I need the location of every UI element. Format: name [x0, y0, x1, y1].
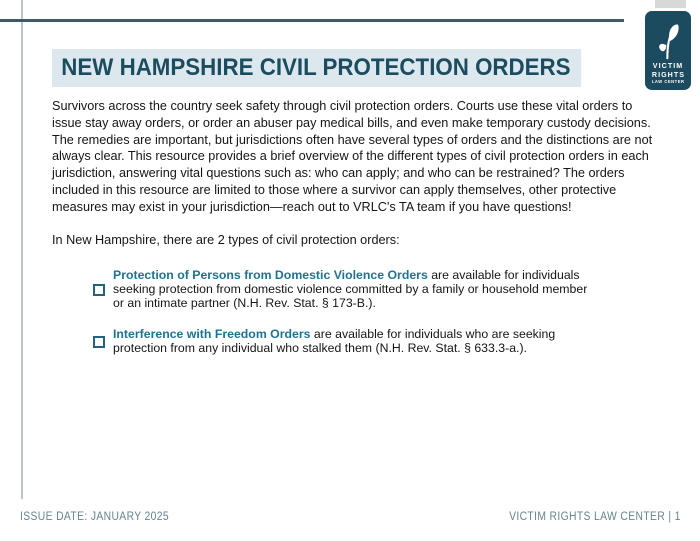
- order-text: [113, 269, 593, 311]
- logo-text-rights: RIGHTS: [651, 69, 685, 79]
- page-title: NEW HAMPSHIRE CIVIL PROTECTION ORDERS: [52, 49, 581, 87]
- order-name: Protection of Persons from Domestic Violence Orders: [113, 268, 428, 283]
- footer-page-info: VICTIM RIGHTS LAW CENTER | 1: [509, 511, 681, 523]
- order-description: are available for individuals who are seeking protection from any individual who stalked them (N.H. Rev. Stat. § 633.3-a.).: [113, 327, 556, 355]
- order-list: [93, 269, 655, 356]
- logo-text-victim: VICTIM: [652, 61, 684, 70]
- issue-date: ISSUE DATE: JANUARY 2025: [20, 511, 170, 523]
- content-column: [52, 0, 655, 373]
- seedling-icon: [656, 22, 680, 60]
- list-intro: In New Hampshire, there are 2 types of civil protection orders:: [52, 232, 400, 247]
- order-description: are available for individuals seeking protection from domestic violence committed by a family or household member or an intimate partner (N.H. Rev. Stat. § 173-B.).: [113, 268, 588, 311]
- order-item-domestic-violence: [93, 269, 593, 311]
- order-item-interference-freedom: [93, 328, 593, 356]
- logo-text-law-center: LAW CENTER: [651, 79, 685, 84]
- order-text: [113, 328, 593, 356]
- intro-paragraph: Survivors across the country seek safety through civil protection orders. Courts use these vital orders to issue stay away orders, or order an abuser pay medical bills, and even make temporary custody decisions. The remedies are important, but jurisdictions often have several types of orders and the distinctions are not always clear. This resource provides a brief overview of the different types of civil protection orders in each jurisdiction, answering vital questions such as: who can apply; and who can be restrained? The orders included in this resource are limited to those where a survivor can apply themselves, other protective measures may exist in your jurisdiction—reach out to VRLC's TA team if you have questions!: [52, 99, 653, 214]
- order-name: Interference with Freedom Orders: [113, 327, 311, 342]
- left-margin-rule: [21, 0, 23, 499]
- checkbox-icon: [93, 336, 105, 348]
- corner-tab: [655, 0, 686, 8]
- checkbox-icon: [93, 284, 105, 296]
